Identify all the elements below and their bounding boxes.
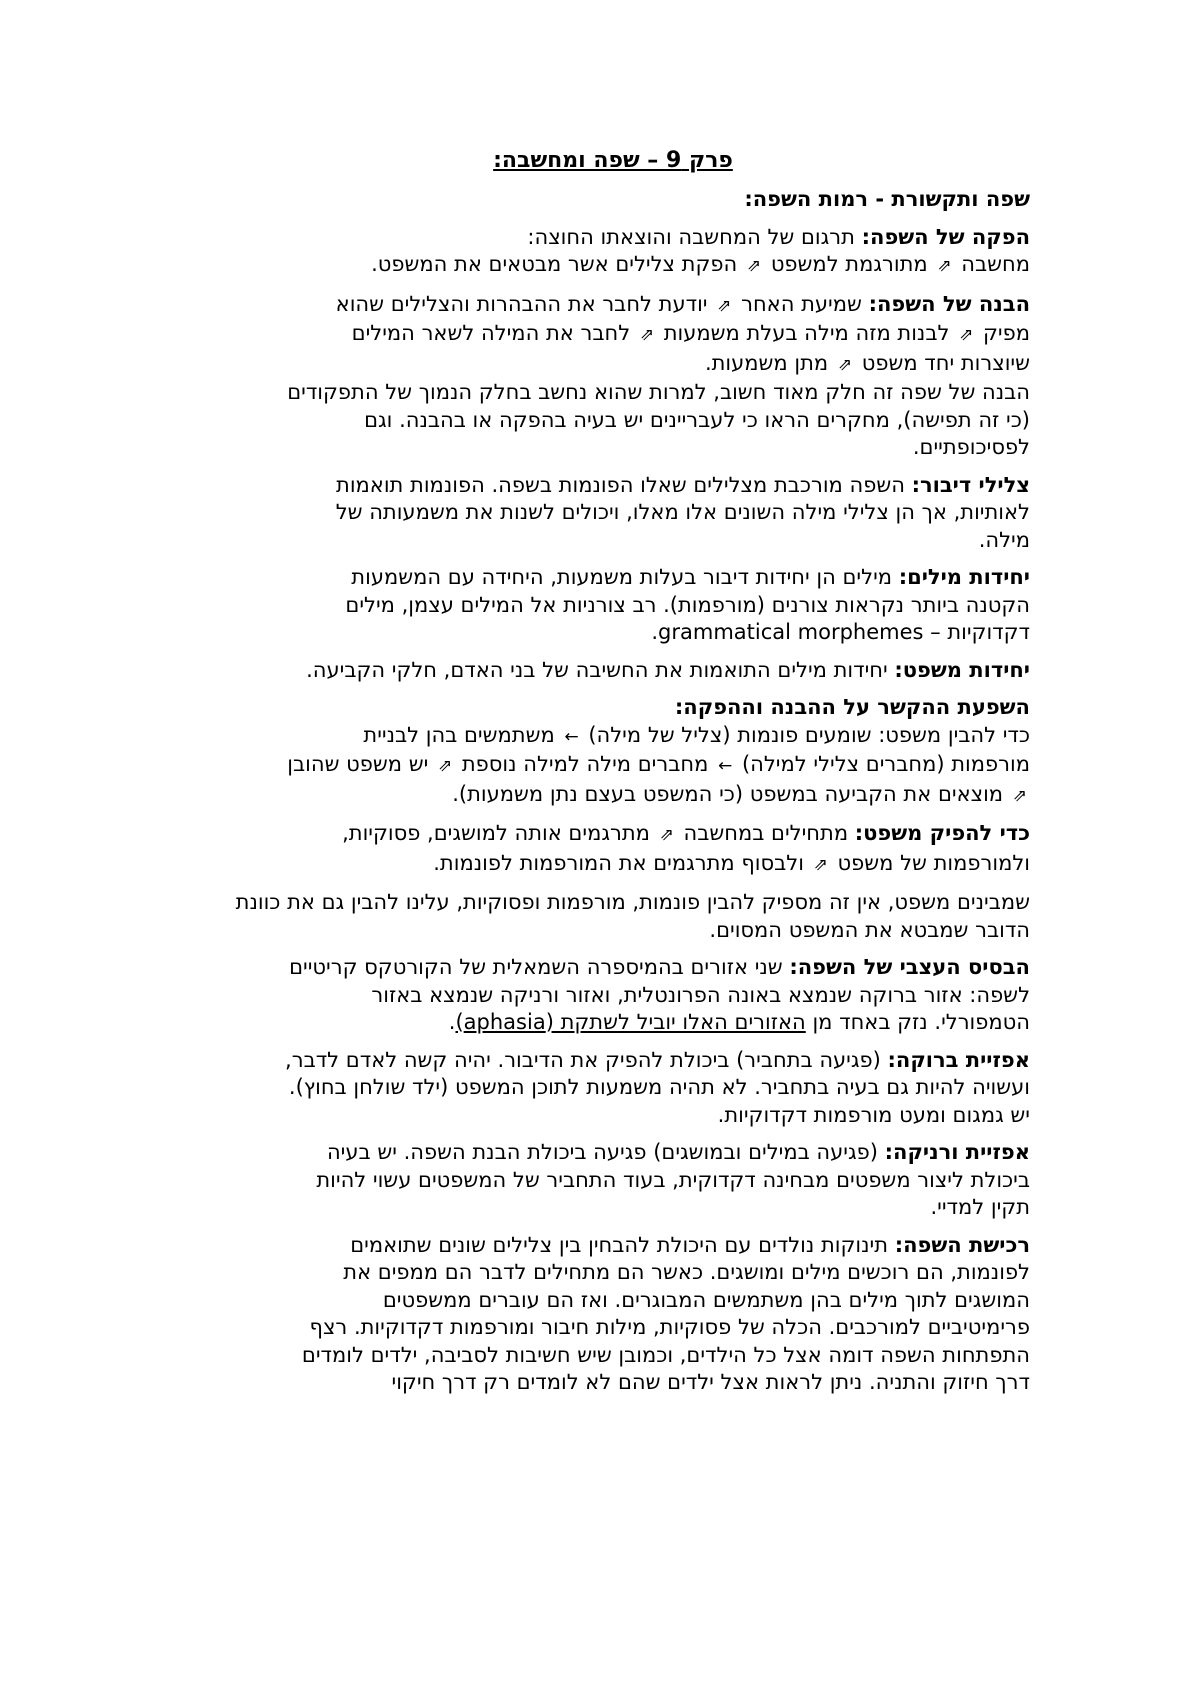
arrow-icon: ⇗ bbox=[746, 256, 762, 276]
produce-sentence-text: מתחילים במחשבה bbox=[676, 821, 855, 845]
term-produce-sentence: כדי להפיק משפט: bbox=[854, 821, 1030, 845]
wernicke-aphasia-text: (פגיעה במילים ובמושגים) פגיעה ביכולת הבנת השפה. יש בעיה ביכולת ליצור משפטים מבחינה דקדוקית, בעוד התחביר של המשפטים עשוי להיות תקין למדיי. bbox=[316, 1140, 1030, 1219]
context-influence-text: מוצאים את הקביעה במשפט (כי המשפט בעצם נתן משמעות). bbox=[452, 781, 1010, 806]
arrow-icon: ⇗ bbox=[717, 295, 732, 316]
word-units-end: . bbox=[651, 620, 659, 644]
word-units-text: מילים הן יחידות דיבור בעלות משמעות, היחידה עם המשמעות הקטנה ביותר נקראות צורנים (מורפמות). רב צורניות אל המילים עצמן, מילים דקדוקיות – bbox=[345, 565, 1030, 644]
paragraph-sentence-units bbox=[285, 657, 1030, 685]
arrow-icon: ⇗ bbox=[1012, 785, 1027, 806]
paragraph-comprehension bbox=[285, 291, 1030, 462]
produce-sentence-text: מתרגמים אותה למושגים, פסוקיות, ולמורפמות של משפט bbox=[342, 821, 1030, 875]
neural-basis-english-term: aphasia bbox=[463, 1010, 546, 1034]
section-heading: שפה ותקשורת - רמות השפה: bbox=[744, 187, 1030, 211]
term-comprehension: הבנה של השפה: bbox=[868, 291, 1030, 316]
comprehension-note: הבנה של שפה זה חלק מאוד חשוב, למרות שהוא נחשב בחלק הנמוך של התפקודים (כי זה תפישה), מחקרים הראו כי לעבריינים יש בעיה בהפקה או בהבנה. וגם לפסיכופתיים. bbox=[287, 380, 1030, 459]
term-sentence-units: יחידות משפט: bbox=[894, 657, 1030, 682]
term-broca-aphasia: אפזיית ברוקה: bbox=[887, 1047, 1030, 1072]
paragraph-broca-aphasia bbox=[285, 1047, 1030, 1130]
document-body bbox=[196, 146, 1030, 1397]
production-text: מתורגמת למשפט bbox=[764, 252, 935, 276]
arrow-icon: ⇗ bbox=[437, 756, 453, 776]
arrow-icon: ⇗ bbox=[639, 325, 655, 345]
term-word-units: יחידות מילים: bbox=[898, 565, 1030, 589]
produce-sentence-text: ולבסוף מתרגמים את המורפמות לפונמות. bbox=[433, 850, 811, 875]
sentence-units-text: יחידות מילים התואמות את החשיבה של בני האדם, חלקי הקביעה. bbox=[306, 657, 895, 682]
word-units-english-term: grammatical morphemes bbox=[658, 620, 924, 644]
arrow-icon: ⇗ bbox=[837, 354, 853, 375]
paragraph-wernicke-aphasia bbox=[285, 1139, 1030, 1222]
context-influence-text: כדי להבין משפט: שומעים פונמות (צליל של מילה) bbox=[581, 722, 1030, 747]
context-influence-text: משתמשים בהן לבניית מורפמות (מחברים צלילי למילה) bbox=[363, 722, 1030, 776]
term-production: הפקה של השפה: bbox=[861, 224, 1030, 249]
term-neural-basis: הבסיס העצבי של השפה: bbox=[789, 955, 1030, 979]
paragraph-context-influence bbox=[285, 694, 1030, 810]
paragraph-speech-sounds bbox=[285, 472, 1030, 555]
paragraph-produce-sentence bbox=[285, 820, 1030, 879]
term-language-acquisition: רכישת השפה: bbox=[894, 1232, 1030, 1257]
neural-basis-underlined-text: האזורים האלו יוביל לשתקת ( bbox=[545, 1010, 806, 1034]
production-definition: תרגום של המחשבה והוצאתו החוצה: bbox=[527, 224, 862, 249]
paragraph-language-acquisition bbox=[285, 1232, 1030, 1397]
arrow-icon: ⇗ bbox=[937, 256, 952, 276]
broca-aphasia-text: (פגיעה בתחביר) ביכולת להפיק את הדיבור. יהיה קשה לאדם לדבר, ועשויה להיות גם בעיה בתחביר. לא תהיה משמעות לתוכן המשפט (ילד שולחן בחוץ). יש גמגום ומעט מורפמות דקדוקיות. bbox=[285, 1047, 1030, 1127]
term-speech-sounds: צלילי דיבור: bbox=[911, 472, 1030, 497]
production-text: מחשבה bbox=[954, 252, 1030, 276]
speech-sounds-text: השפה מורכבת מצלילים שאלו הפונמות בשפה. הפונמות תואמות לאותיות, אך הן צלילי מילה השונים אלו מאלו, ויכולים לשנות את משמעותה של מילה. bbox=[335, 472, 1030, 552]
comprehension-text: לבנות מזה מילה בעלת משמעות bbox=[657, 321, 957, 345]
arrow-icon: ⇗ bbox=[659, 825, 674, 845]
neural-basis-underlined-end: ) bbox=[455, 1010, 464, 1034]
neural-basis-end: . bbox=[448, 1010, 456, 1034]
language-acquisition-text: תינוקות נולדים עם היכולת להבחין בין צלילים שונים שתואמים לפונמות, הם רוכשים מילים ומושגים. כאשר הם מתחילים לדבר הם ממפים את המושגים לתוך מילים בהן משתמשים המבוגרים. ואז הם עוברים ממשפטים פרימיטיביים למורכבים. הכלה של פסוקיות, מילות חיבור ומורפמות דקדוקיות. רצף התפתחות השפה דומה אצל כל הילדים, וכמובן שיש חשיבות לסביבה, ילדים לומדים דרך חיזוק והתניה. ניתן לראות אצל ילדים שהם לא לומדים רק דרך חיקוי bbox=[301, 1232, 1030, 1394]
comprehension-text: לחבר את המילה לשאר המילים שיוצרות יחד משפט bbox=[351, 321, 1030, 375]
paragraph-production bbox=[285, 224, 1030, 281]
term-wernicke-aphasia: אפזיית ורניקה: bbox=[884, 1140, 1030, 1164]
left-arrow-icon: ← bbox=[718, 756, 733, 776]
comprehension-text: שמיעת האחר bbox=[734, 291, 869, 316]
comprehension-text: יודעת לחבר את ההבהרות והצלילים שהוא מפיק bbox=[335, 291, 1030, 345]
arrow-icon: ⇗ bbox=[813, 854, 828, 875]
paragraph-neural-basis bbox=[285, 954, 1030, 1037]
chapter-title: פרק 9 – שפה ומחשבה: bbox=[493, 148, 733, 173]
neural-basis-underlined bbox=[455, 1010, 805, 1034]
left-arrow-icon: ← bbox=[564, 726, 579, 747]
arrow-icon: ⇗ bbox=[959, 325, 974, 345]
production-text: הפקת צלילים אשר מבטאים את המשפט. bbox=[371, 252, 744, 276]
neural-basis-text: שני אזורים בהמיספרה השמאלית של הקורטקס קריטיים לשפה: אזור ברוקה שנמצא באונה הפרונטלית, ואזור ורניקה שנמצא באזור הטמפורלי. נזק באחד מן bbox=[289, 955, 1030, 1034]
paragraph-word-units bbox=[285, 564, 1030, 647]
paragraph-understanding-note: שמבינים משפט, אין זה מספיק להבין פונמות, מורפמות ופסוקיות, עלינו להבין גם את כוונת הדובר שמבטא את המשפט המסוים. bbox=[235, 890, 1030, 942]
context-influence-text: יש משפט שהובן bbox=[287, 752, 435, 776]
context-influence-text: מחברים מילה למילה נוספת bbox=[455, 752, 716, 776]
context-influence-heading: השפעת ההקשר על ההבנה וההפקה: bbox=[674, 695, 1030, 719]
comprehension-text: מתן משמעות. bbox=[704, 350, 835, 375]
